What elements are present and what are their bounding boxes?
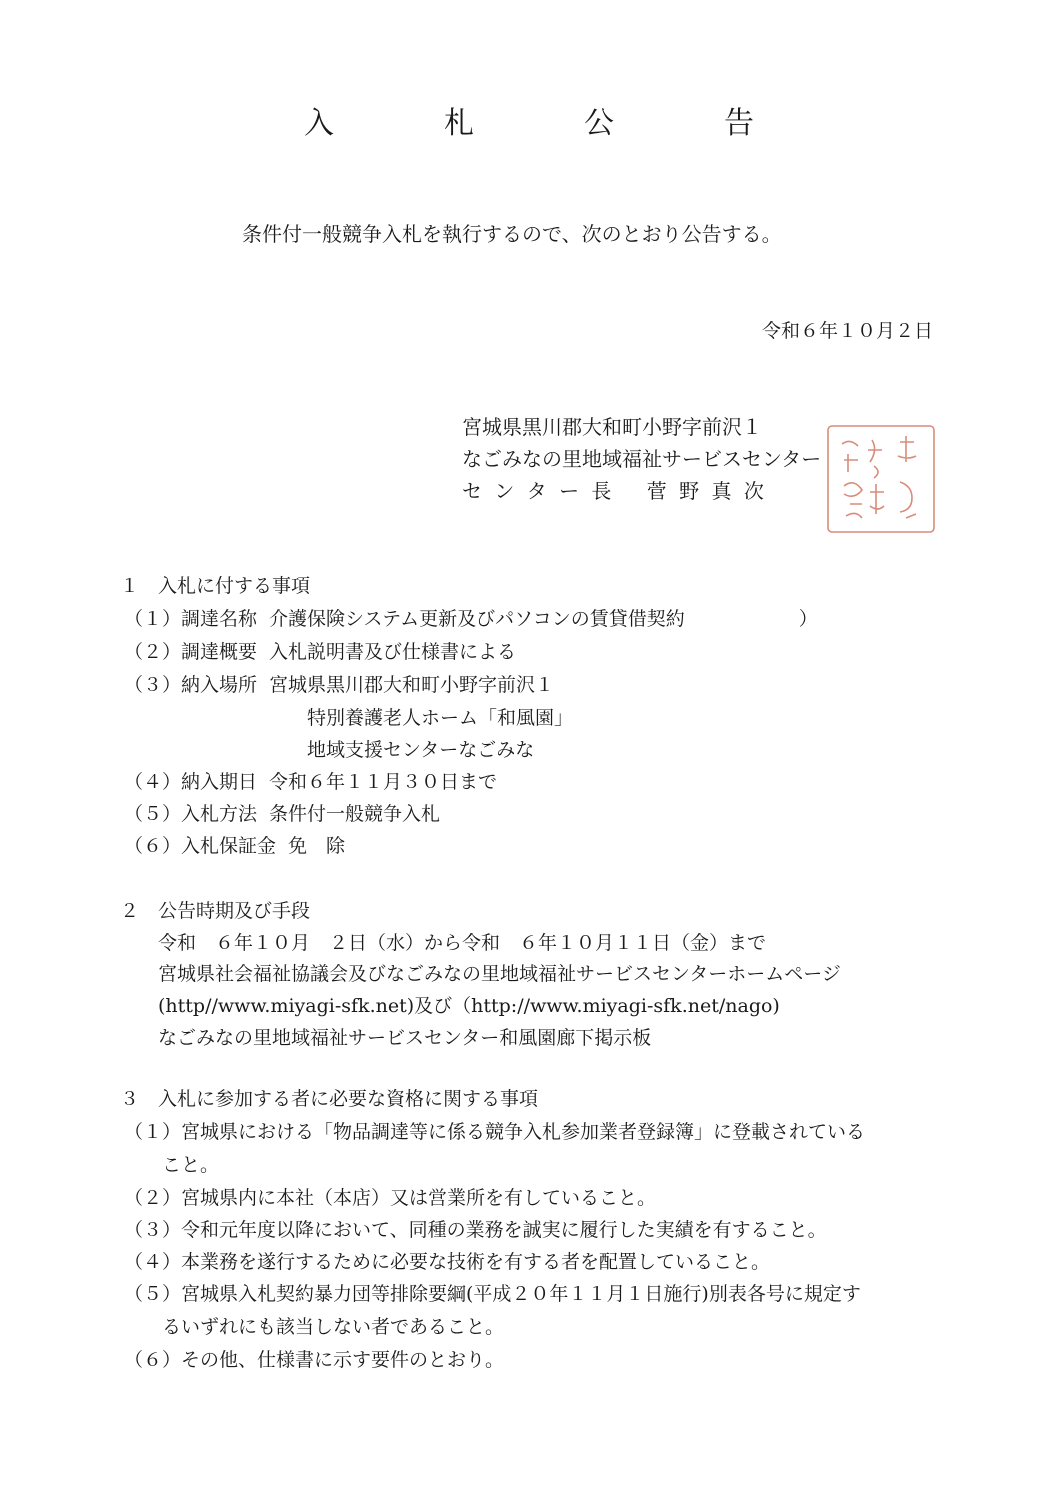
item-label: （３）納入場所 (124, 674, 258, 696)
issuer-organization: なごみなの里地域福祉サービスセンター (462, 447, 822, 471)
official-seal-stamp (822, 420, 940, 538)
item-label: （６）入札保証金 (124, 835, 277, 857)
item-value: 宮城県黒川郡大和町小野字前沢１ (269, 674, 555, 696)
item-value: 地域支援センターなごみな (307, 739, 535, 761)
section3-line-3: （２）宮城県内に本社（本店）又は営業所を有していること。 (124, 1187, 657, 1209)
item-value: 条件付一般競争入札 (269, 803, 441, 825)
section1-item-5 (124, 799, 440, 826)
section2-line-2: 宮城県社会福祉協議会及びなごみなの里地域福祉サービスセンターホームページ (158, 963, 841, 985)
section3-line-5: （４）本業務を遂行するために必要な技術を有する者を配置していること。 (124, 1251, 771, 1273)
section3-line-7: るいずれにも該当しない者であること。 (162, 1316, 505, 1338)
issuer-title-name: セ ン タ ー 長 菅 野 真 次 (462, 479, 767, 503)
section3-line-6: （５）宮城県入札契約暴力団等排除要綱(平成２０年１１月１日施行)別表各号に規定す (124, 1283, 861, 1305)
section2-line-4: なごみなの里地域福祉サービスセンター和風園廊下掲示板 (158, 1027, 652, 1049)
item-label: （２）調達概要 (124, 641, 258, 663)
item-value: 特別養護老人ホーム「和風園」 (307, 707, 574, 729)
section3-line-1: （１）宮城県における「物品調達等に係る競争入札参加業者登録簿」に登載されている (124, 1121, 866, 1143)
intro-text: 条件付一般競争入札を執行するので、次のとおり公告する。 (242, 222, 782, 246)
item-label: （５）入札方法 (124, 803, 258, 825)
section1-heading: １ 入札に付する事項 (120, 575, 311, 597)
section1-item-3-line3 (307, 735, 534, 762)
section3-line-2: こと。 (162, 1154, 220, 1176)
document-title: 入 札 公 告 (304, 106, 794, 141)
section1-item-2 (124, 637, 516, 664)
section2-line-3: (http//www.miyagi-sfk.net)及び（http://www.miyagi-sfk.net/nago) (158, 995, 780, 1017)
section3-heading: ３ 入札に参加する者に必要な資格に関する事項 (120, 1088, 539, 1110)
section1-item-6 (124, 831, 345, 858)
section1-item-3 (124, 670, 554, 697)
section1-item-4 (124, 767, 497, 794)
section1-item-3-line2 (307, 703, 573, 730)
section3-line-4: （３）令和元年度以降において、同種の業務を誠実に履行した実績を有すること。 (124, 1219, 827, 1241)
section2-heading: ２ 公告時期及び手段 (120, 900, 311, 922)
item-label: （４）納入期日 (124, 771, 258, 793)
issue-date: 令和６年１０月２日 (762, 320, 934, 342)
section2-line-1: 令和 ６年１０月 ２日（水）から令和 ６年１０月１１日（金）まで (158, 932, 767, 954)
item-value: 介護保険システム更新及びパソコンの賃貸借契約 ） (269, 608, 818, 630)
item-value: 入札説明書及び仕様書による (269, 641, 517, 663)
section1-item-1 (124, 604, 818, 631)
item-label: （１）調達名称 (124, 608, 258, 630)
section3-line-8: （６）その他、仕様書に示す要件のとおり。 (124, 1349, 505, 1371)
item-value: 令和６年１１月３０日まで (269, 771, 498, 793)
item-value: 免 除 (288, 835, 346, 857)
issuer-address: 宮城県黒川郡大和町小野字前沢１ (462, 415, 762, 439)
